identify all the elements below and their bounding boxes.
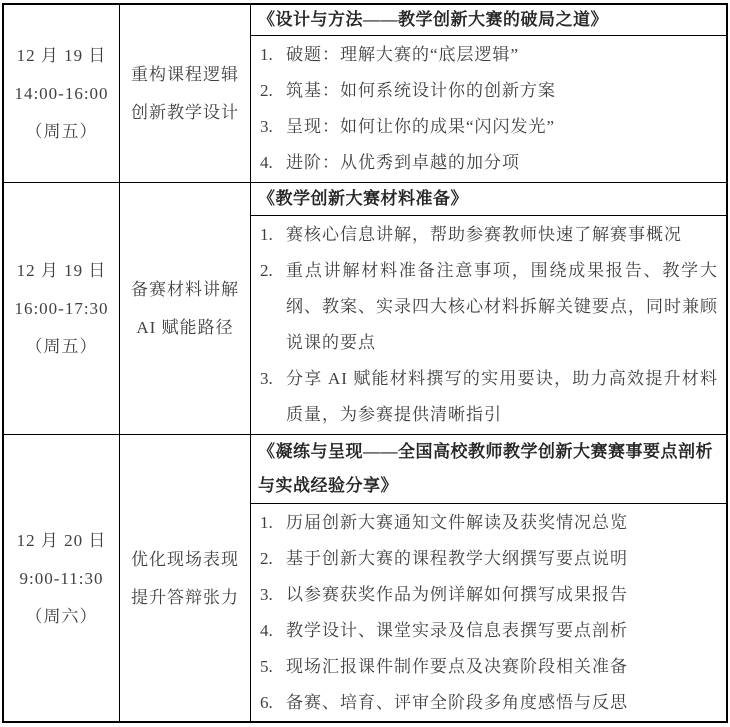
list-item-number: 2. <box>260 81 273 100</box>
session-3-topic <box>120 435 251 722</box>
session-3-content <box>251 435 726 722</box>
list-item <box>251 649 718 685</box>
session-1-date: 12 月 19 日 <box>16 45 107 65</box>
session-1-list <box>251 36 726 182</box>
session-2-title-text: 《教学创新大赛材料准备》 <box>258 189 468 208</box>
schedule-row-1 <box>4 5 726 183</box>
session-1-title <box>251 5 726 36</box>
list-item <box>251 577 718 613</box>
list-item-text: 备赛、培育、评审全阶段多角度感悟与反思 <box>286 693 628 712</box>
list-item-text: 赛核心信息讲解，帮助参赛教师快速了解赛事概况 <box>286 225 682 244</box>
list-item-text: 重点讲解材料准备注意事项，围绕成果报告、教学大纲、教案、实录四大核心材料拆解关键要点，同时兼顾说课的要点 <box>286 261 718 352</box>
list-item-number: 2. <box>260 261 273 280</box>
list-item-number: 3. <box>260 369 273 388</box>
list-item-text: 破题：理解大赛的“底层逻辑” <box>286 45 520 64</box>
list-item <box>251 505 718 541</box>
session-2-content <box>251 183 726 434</box>
list-item <box>251 253 718 361</box>
list-item-text: 筑基：如何系统设计你的创新方案 <box>286 81 556 100</box>
list-item-number: 3. <box>260 585 273 604</box>
session-3-date: 12 月 20 日 <box>16 530 107 550</box>
list-item-number: 6. <box>260 693 273 712</box>
session-3-weekday: （周六） <box>25 606 98 626</box>
session-2-list <box>251 216 726 434</box>
list-item-text: 分享 AI 赋能材料撰写的实用要诀，助力高效提升材料质量，为参赛提供清晰指引 <box>286 369 718 424</box>
session-3-list <box>251 504 726 722</box>
list-item <box>251 685 718 721</box>
list-item-text: 基于创新大赛的课程教学大纲撰写要点说明 <box>286 549 628 568</box>
session-1-content <box>251 5 726 182</box>
list-item <box>251 217 718 253</box>
list-item-text: 历届创新大赛通知文件解读及获奖情况总览 <box>286 513 628 532</box>
session-2-topic <box>120 183 251 434</box>
session-2-datetime <box>4 183 120 434</box>
session-2-topic-line: AI 赋能路径 <box>136 317 234 337</box>
list-item <box>251 541 718 577</box>
session-3-title <box>251 435 726 504</box>
list-item <box>251 145 718 181</box>
session-1-weekday: （周五） <box>25 121 98 141</box>
session-1-datetime <box>4 5 120 182</box>
list-item <box>251 109 718 145</box>
session-3-time: 9:00-11:30 <box>19 568 104 588</box>
session-2-date: 12 月 19 日 <box>16 260 107 280</box>
list-item-number: 1. <box>260 45 273 64</box>
session-1-topic-line: 创新教学设计 <box>131 102 239 122</box>
session-2-weekday: （周五） <box>25 336 98 356</box>
schedule-table <box>2 3 728 723</box>
session-1-title-text: 《设计与方法——教学创新大赛的破局之道》 <box>258 10 608 29</box>
session-2-topic-line: 备赛材料讲解 <box>131 279 239 299</box>
list-item-number: 1. <box>260 513 273 532</box>
list-item-text: 现场汇报课件制作要点及决赛阶段相关准备 <box>286 657 628 676</box>
list-item-text: 进阶：从优秀到卓越的加分项 <box>286 153 520 172</box>
session-3-datetime <box>4 435 120 722</box>
schedule-row-2 <box>4 183 726 435</box>
session-2-time: 16:00-17:30 <box>14 298 109 318</box>
list-item <box>251 613 718 649</box>
list-item-text: 呈现：如何让你的成果“闪闪发光” <box>286 117 556 136</box>
list-item-number: 4. <box>260 153 273 172</box>
session-3-topic-line: 优化现场表现 <box>131 549 239 569</box>
session-1-time: 14:00-16:00 <box>14 83 109 103</box>
list-item-number: 2. <box>260 549 273 568</box>
session-3-title-text: 《凝练与呈现——全国高校教师教学创新大赛赛事要点剖析与实战经验分享》 <box>258 442 713 495</box>
schedule-row-3 <box>4 435 726 722</box>
list-item-number: 3. <box>260 117 273 136</box>
list-item-number: 4. <box>260 621 273 640</box>
list-item <box>251 73 718 109</box>
session-1-topic-line: 重构课程逻辑 <box>131 64 239 84</box>
session-1-topic <box>120 5 251 182</box>
session-3-topic-line: 提升答辩张力 <box>131 587 239 607</box>
list-item-text: 以参赛获奖作品为例详解如何撰写成果报告 <box>286 585 628 604</box>
list-item <box>251 361 718 433</box>
list-item-number: 1. <box>260 225 273 244</box>
list-item-number: 5. <box>260 657 273 676</box>
list-item-text: 教学设计、课堂实录及信息表撰写要点剖析 <box>286 621 628 640</box>
list-item <box>251 37 718 73</box>
session-2-title <box>251 183 726 216</box>
